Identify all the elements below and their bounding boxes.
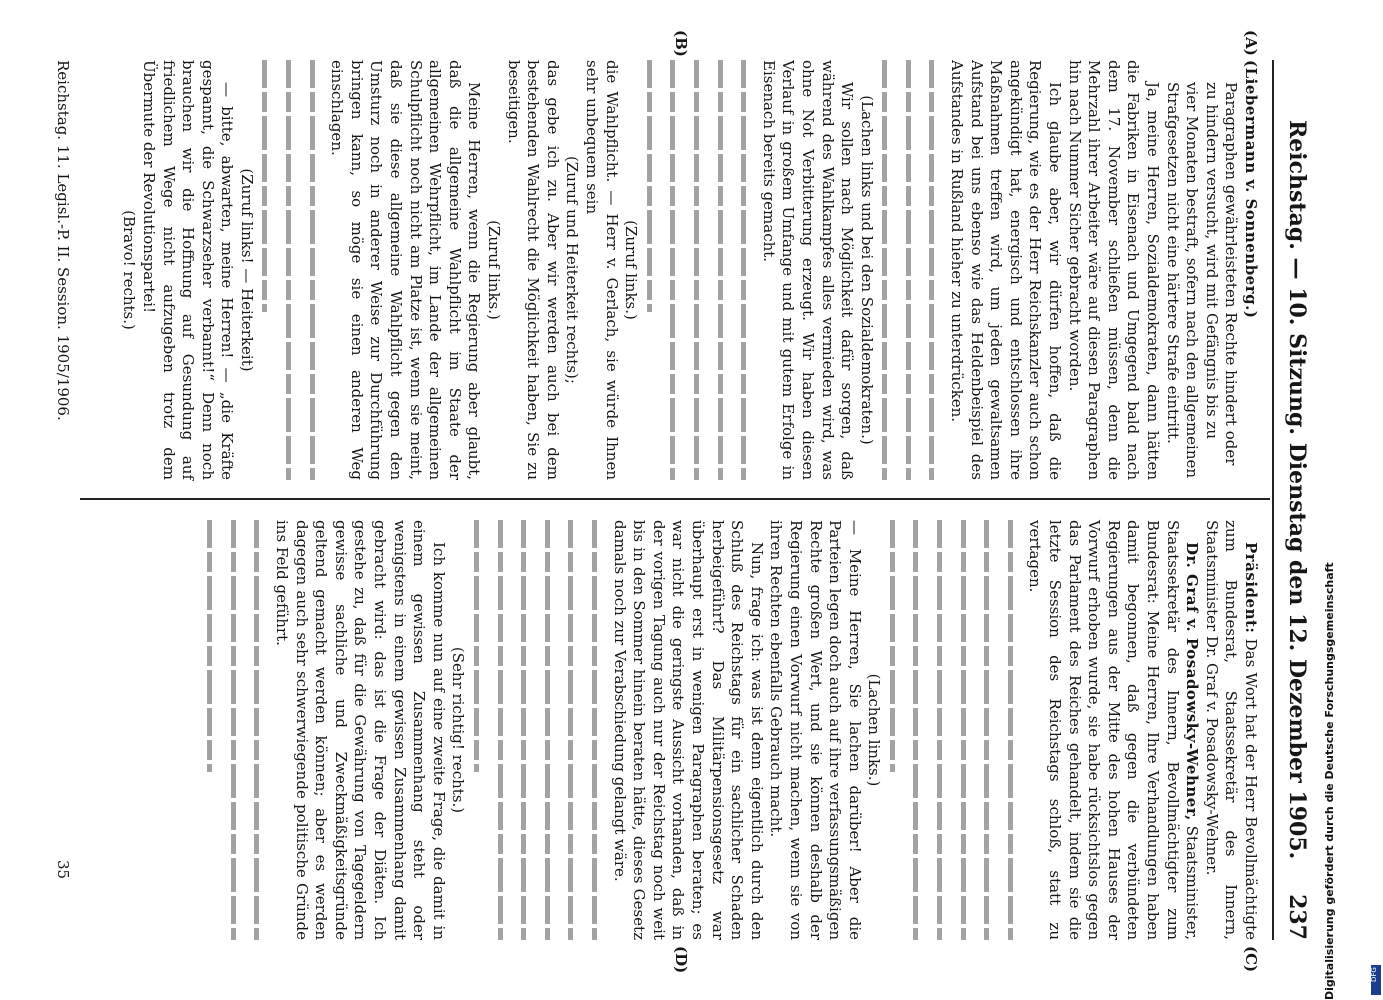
paragraph: Wir sollen nach Möglichkeit dafür sorgen, daß während des Wahlkampfes alles vermieden wird, was ohne Not Verbitterung erzeugt. Wir haben diesen Verlauf in großem Umfange und mit gutem Erfolge in Eisenach bereits gemacht.: [759, 60, 857, 480]
stage-remark: (Sehr richtig! rechts.): [449, 646, 468, 814]
running-header: [1280, 60, 1310, 940]
stage-remark: (Lachen links und bei den Sozialdemokraten.): [857, 95, 876, 445]
stage-remark: (Lachen links.): [865, 673, 884, 787]
text-column-right: [201, 520, 1260, 940]
funding-notice: Digitalisierung gefördert durch die Deutsche Forschungsgemeinschaft: [1323, 562, 1336, 1000]
quoted-line: Paragraphen gewährleisteten Rechte hindert oder: [1222, 82, 1241, 466]
illegible-line: [907, 520, 928, 940]
dfg-logo: DFG: [1371, 965, 1381, 995]
illegible-line: [303, 60, 324, 480]
illegible-line: [978, 520, 999, 940]
stage-remark: (Bravo! rechts.): [120, 210, 139, 330]
illegible-line: [640, 60, 661, 312]
paragraph: Staatsminister, Staatssekretär des Innern, Bevollmächtigter zum Bundesrat: Meine Herren, Ihre Verhandlungen haben damit begonnen, daß gegen die verbündeten Regierungen aus der Mitte des hohen Hauses der Vorwurf erhoben wurde, sie habe rücksichtslos gegen das Parlament des Reiches gehandelt, indem sie die letzte Session des Reichstags schloß, statt zu vertagen.: [1026, 520, 1202, 940]
column-rule: [80, 498, 1270, 500]
paragraph: — bitte, abwarten, meine Herren! — „die Kräfte gespannt, die Schwarzseher verbannt!“ Denn noch brauchen wir die Hoffnung auf Gesundung auf friedlichem Wege nicht aufzugeben trotz dem Übermute der Revolutionspartei!: [139, 60, 237, 480]
illegible-line: [711, 60, 732, 480]
paragraph: die Wahlpflicht. — Herr v. Gerlach, sie würde Ihnen sehr unbequem sein: [583, 60, 621, 480]
stage-remark: (Zuruf und Heiterkeit rechts);: [563, 156, 582, 384]
speaker-name: Dr. Graf v. Posadowsky-Wehner,: [1183, 542, 1202, 821]
illegible-line: [201, 520, 222, 772]
illegible-line: [491, 520, 512, 940]
illegible-line: [735, 60, 756, 480]
illegible-line: [224, 520, 245, 940]
paragraph: Das Wort hat der Herr Bevollmächtigte zum Bundesrat, Staatssekretär des Innern, Staatsminister Dr. Graf v. Posadowsky-Wehner.: [1202, 520, 1260, 940]
quoted-line: vier Monaten bestraft, sofern nach den allgemeinen: [1183, 82, 1202, 479]
president-label: Präsident:: [1242, 542, 1260, 634]
illegible-line: [562, 520, 583, 940]
speaker-continuation: (Liebermann v. Sonnenberg.): [1242, 60, 1260, 319]
illegible-line: [538, 520, 559, 940]
header-rule: [1272, 60, 1274, 940]
illegible-line: [256, 60, 277, 312]
header-page-number: 237: [1284, 894, 1310, 940]
illegible-line: [467, 520, 488, 772]
illegible-line: [585, 520, 606, 940]
quoted-line: Strafgesetzen nicht eine härtere Strafe eintritt.: [1163, 82, 1182, 444]
illegible-line: [1001, 520, 1022, 940]
margin-mark-b: (B): [672, 30, 690, 57]
margin-mark-d: (D): [672, 946, 690, 974]
illegible-line: [280, 60, 301, 480]
page-footer: Reichstag. 11. Legisl.-P. II. Session. 1905/1906.: [54, 60, 72, 421]
illegible-line: [899, 60, 920, 480]
illegible-line: [664, 60, 685, 480]
illegible-line: [687, 60, 708, 480]
illegible-line: [883, 520, 904, 772]
paragraph: Ich komme nun auf eine zweite Frage, die damit in einem gewissen Zusammenhang steht oder wenigstens in einem gewissen Zusammenhang damit gebracht wird: das ist die Frage der Diäten. Ich gestehe zu, daß für die Gewährung von Tagegeldern gewisse sachliche und Zweckmäßigkeitsgründe geltend gemacht werden können; aber es werden dagegen auch sehr schwerwiegende politische Gründe ins Feld geführt.: [273, 520, 448, 940]
quoted-line: zu hindern versucht, wird mit Gefängnis bis zu: [1202, 82, 1221, 439]
stage-remark: (Zuruf links.): [622, 220, 641, 320]
paragraph: Nun, frage ich: was ist denn eigentlich durch den Schluß des Reichstags für ein sachlicher Schaden herbeigeführt? Das Militärpensionsgesetz war überhaupt erst in wenigen Paragraphen beraten; es war nicht die geringste Aussicht vorhanden, daß in der vorigen Tagung auch nur der Reichstag noch weit bis in den Sommer hinein beraten hätte, dieses Gesetz damals noch zur Verabschiedung gelangt wäre.: [610, 520, 766, 940]
illegible-line: [931, 520, 952, 940]
paragraph: Ja, meine Herren, Sozialdemokraten, dann hätten die Fabriken in Eisenach und Umgegend bald nach dem 17. November schließen müssen, denn die Mehrzahl ihrer Arbeiter wäre auf diesen Paragraphen hin nach Nummer Sicher gebracht worden.: [1065, 60, 1163, 480]
illegible-line: [248, 520, 269, 940]
header-title: Reichstag. — 10. Sitzung. Dienstag den 12. Dezember 1905.: [1284, 120, 1310, 860]
stage-remark: (Zuruf links.): [485, 220, 504, 320]
illegible-line: [954, 520, 975, 940]
paragraph: Ich glaube aber, wir dürfen hoffen, daß die Regierung, wie es der Herr Reichskanzler auch schon angekündigt hat, energisch und entschlossen ihre Maßnahmen treffen wird, um jeden gewaltsamen Aufstand bei uns ebenso wie das Heldenbeispiel des Aufstandes in Rußland hieher zu unterdrücken.: [948, 60, 1065, 480]
illegible-line: [876, 60, 897, 480]
footer-page-number: 35: [54, 860, 72, 880]
paragraph: Meine Herren, wenn die Regierung aber glaubt, daß die allgemeine Wahlpflicht im Staate der allgemeinen Wehrpflicht, im Lande der allgemeinen Schulpflicht noch nicht am Platze ist, wenn sie meint, daß sie diese allgemeine Wahlpflicht gegen den Umsturz noch in anderer Weise zur Durchführung bringen kann, so möge sie einen anderen Weg einschlagen.: [328, 60, 484, 480]
stage-remark: (Zuruf links! — Heiterkeit): [237, 168, 256, 372]
paragraph: — Meine Herren, Sie lachen darüber! Aber die Parteien legen doch auch auf ihre verfassungsmäßigen Rechte großen Wert, und sie können deshalb der Regierung einen Vorwurf nicht machen, wenn sie von ihren Rechten ebenfalls Gebrauch macht.: [767, 520, 864, 940]
margin-mark-a: (A): [1242, 30, 1260, 56]
illegible-line: [923, 60, 944, 480]
margin-mark-c: (C): [1242, 946, 1260, 973]
paragraph: das gebe ich zu. Aber wir werden auch bei dem bestehenden Wahlrecht die Möglichkeit haben, Sie zu beseitigen.: [504, 60, 562, 480]
text-column-left: [119, 60, 1260, 480]
illegible-line: [515, 520, 536, 940]
